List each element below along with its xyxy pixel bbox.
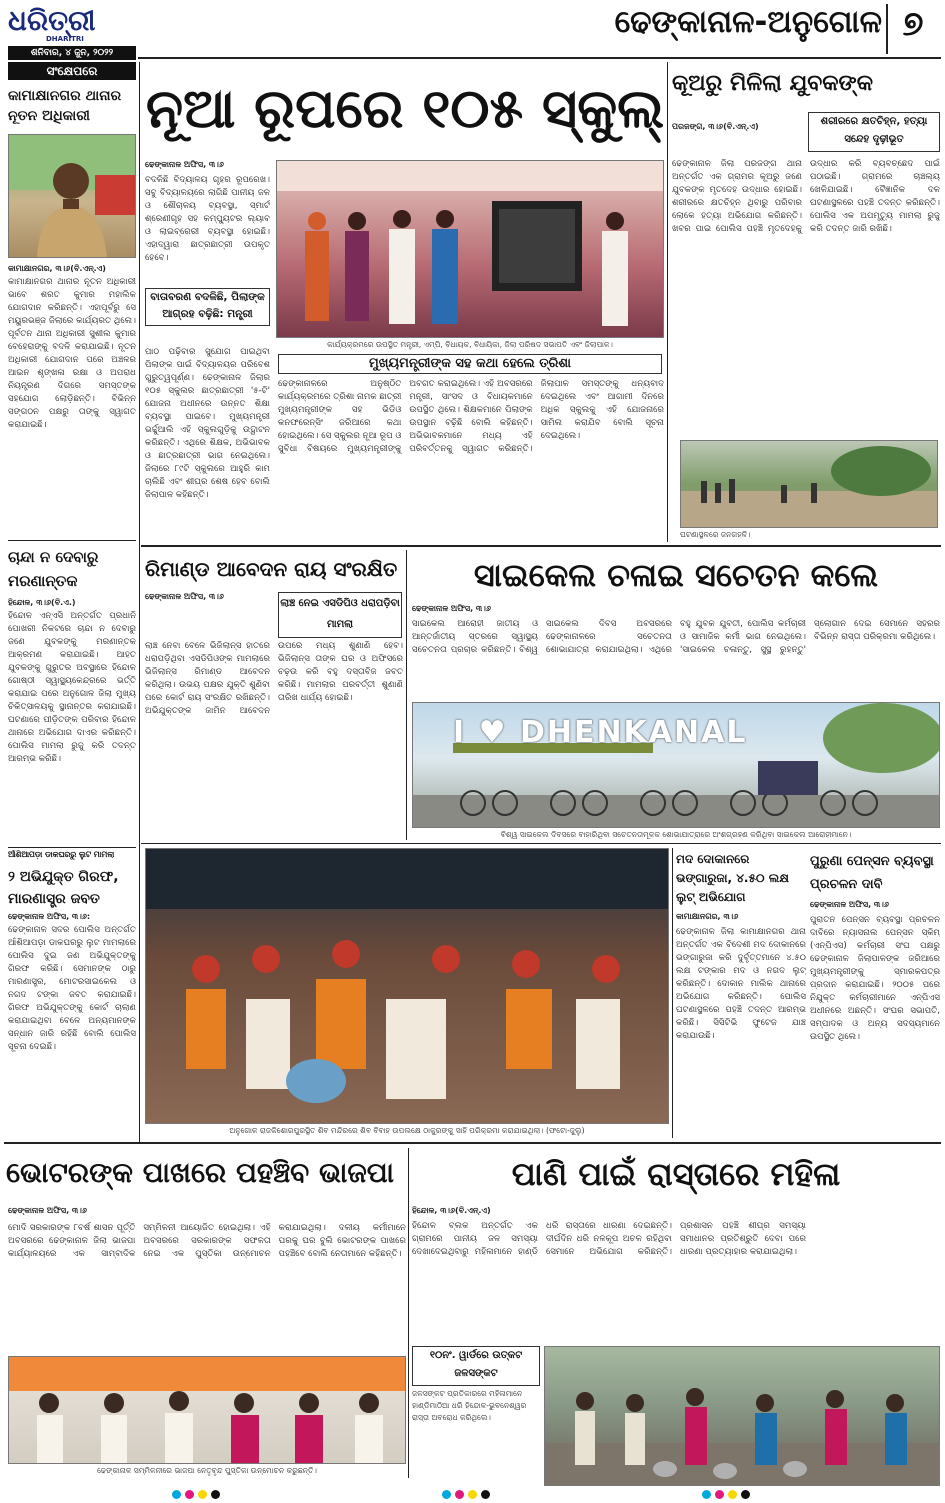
- lead-sub-body: ଢେଙ୍କାନାଳରେ ଅନୁଷ୍ଠିତ କାର୍ଯ୍ୟକ୍ରମରେ ତ୍ରିଶା ନାମକ ଛାତ୍ରୀ ମୁଖ୍ୟମନ୍ତ୍ରୀଙ୍କ ସହ ଭିଡିଓ କନଫରେନ୍ସିଂ ଜରିଆରେ କଥା ହୋଇଥିଲେ। ସେ ସ୍କୁଲର ନୂଆ ରୂପ ଓ ସୁବିଧା ବିଷୟରେ ମୁଖ୍ୟମନ୍ତ୍ରୀଙ୍କୁ ଅବଗତ କରାଇଥିଲେ। ଏହି ଅବସରରେ ମନ୍ତ୍ରୀ, ସାଂସଦ ଓ ବିଧାୟକମାନେ ଉପସ୍ଥିତ ଥିଲେ। ଶିକ୍ଷକମାନେ ପିଲାଙ୍କ ଉପସ୍ଥାନ ବଢ଼ିଛି ବୋଲି କହିଛନ୍ତି। ଅଭିଭାବକମାନେ ମଧ୍ୟ ଏହି ପରିବର୍ତ୍ତନକୁ ସ୍ୱାଗତ କରିଛନ୍ତି। ଜିଲାପାଳ ସମସ୍ତଙ୍କୁ ଧନ୍ୟବାଦ ଦେଇଥିଲେ ଏବଂ ଆଗାମୀ ଦିନରେ ଅଧିକ ସ୍କୁଲକୁ ଏହି ଯୋଜନାରେ ସାମିଲ କରାଯିବ ବୋଲି ସୂଚନା ଦେଇଥିଲେ।: [278, 379, 664, 454]
- logo: ଧରିତ୍ରୀ: [8, 4, 96, 37]
- officer-figure: [9, 135, 136, 258]
- bjp-photo: [8, 1356, 406, 1464]
- liquor-headline: ମଦ ଦୋକାନରେ ଭଙ୍ଗାରୁଜା, ୪.୫୦ ଲକ୍ଷ ଲୁଟ୍ ଅଭିଯୋଗ: [676, 852, 789, 904]
- cycle-dateline: ଢେଙ୍କାନାଳ ଅଫିସ, ୩।୬: [412, 604, 491, 613]
- well-dateline: ପରଜଙ୍ଗ, ୩।୬(ବି.ଏନ୍.ଏ): [672, 122, 759, 131]
- brief-3-kicker: ଆଁଶିଆପଡ଼ା ଡାକଘରରୁ ଲୁଟ ମାମଲା: [8, 850, 115, 859]
- color-registration-marks-2: [440, 1484, 530, 1496]
- briefs-label: ସଂକ୍ଷେପରେ: [8, 62, 136, 80]
- lead-kicker: ବାତାବରଣ ବଦଳିଛି, ପିଲାଙ୍କ ଆଗ୍ରହ ବଢ଼ିଛି: ମନ୍ତ୍ରୀ: [145, 288, 270, 326]
- water-subhead: ୧୦ନଂ. ୱାର୍ଡରେ ଉତ୍କଟ ଜଳସଙ୍କଟ: [412, 1346, 540, 1386]
- remand-dateline: ଢେଙ୍କାନାଳ ଅଫିସ, ୩।୬: [145, 592, 224, 601]
- remand-subhead: ଲାଞ୍ଚ ନେଇ ଏସଡିପିଓ ଧରାପଡ଼ିବା ମାମଲା: [278, 592, 402, 638]
- festival-crowd: [146, 849, 669, 1124]
- page-number: ୭: [902, 4, 924, 44]
- bjp-photo-caption: ଢେଙ୍କାନାଳ ସମ୍ମିଳନୀରେ ଭାଜପା ନେତୃବୃନ୍ଦ ପୁସ୍ତିକା ଉନ୍ମୋଚନ କରୁଛନ୍ତି।: [97, 1466, 317, 1475]
- bjp-dateline: ଢେଙ୍କାନାଳ ଅଫିସ, ୩।୬: [8, 1206, 87, 1215]
- color-registration-marks-3: [700, 1484, 790, 1496]
- brief-2-headline: ଚାନ୍ଦା ନ ଦେବାରୁ ମରଣାନ୍ତକ: [8, 548, 99, 590]
- festival-photo: [145, 848, 669, 1124]
- water-body: ହିନ୍ଦୋଳ ବ୍ଲକ ଅନ୍ତର୍ଗତ ଏକ ଗ୍ରାମରେ ପାନୀୟ ଜଳ ସମସ୍ୟା ଦେଖାଦେଇଥିବାରୁ ମହିଳାମାନେ ହାଣ୍ଡି ଧରି ରାସ୍ତାରେ ଧାରଣା ଦେଇଛନ୍ତି। ଦୀର୍ଘଦିନ ଧରି ନଳକୂପ ଅଚଳ ରହିଥିବା ସେମାନେ ଅଭିଯୋଗ କରିଛନ୍ତି। ପ୍ରଶାସନ ପହଞ୍ଚି ଶୀଘ୍ର ସମସ୍ୟା ସମାଧାନର ପ୍ରତିଶ୍ରୁତି ଦେବା ପରେ ଧାରଣା ପ୍ରତ୍ୟାହାର କରାଯାଇଥିଲା।: [412, 1221, 806, 1257]
- masthead: [0, 0, 945, 60]
- remand-body: ଲାଞ୍ଚ ନେବା ବେଳେ ଭିଜିଲାନ୍ସ ହାତରେ ଧରାପଡ଼ିଥିବା ଏସଡିପିଓଙ୍କ ମାମଲାରେ ଭିଜିଲାନ୍ସ ରିମାଣ୍ଡ ଆବେଦନ କରିଥିଲା। ଉଭୟ ପକ୍ଷର ଯୁକ୍ତି ଶୁଣିବା ପରେ କୋର୍ଟ ରାୟ ସଂରକ୍ଷିତ ରଖିଛନ୍ତି। ଅଭିଯୁକ୍ତଙ୍କ ଜାମିନ ଆବେଦନ ଉପରେ ମଧ୍ୟ ଶୁଣାଣି ହେବ। ଭିଜିଲାନ୍ସ ତାଙ୍କ ଘର ଓ ଅଫିସରେ ଚଢ଼ଉ କରି ବହୁ ଦସ୍ତାବିଜ ଜବତ କରିଛି। ମାମଲାର ପରବର୍ତ୍ତୀ ଶୁଣାଣି ତାରିଖ ଧାର୍ଯ୍ୟ ହୋଇଛି।: [145, 641, 403, 716]
- lead-headline: ନୂଆ ରୂପରେ ୧୦୫ ସ୍କୁଲ୍: [145, 77, 665, 140]
- lead-dateline: ଢେଙ୍କାନାଳ ଅଫିସ, ୩।୬: [145, 160, 224, 169]
- brief-1-body: କାମାକ୍ଷାନଗର ଥାନାର ନୂତନ ଅଧିକାରୀ ଭାବେ ଶରତ କୁମାର ମହାଲିକ ଯୋଗଦାନ କରିଛନ୍ତି। ଏହାପୂର୍ବରୁ ସେ ମୟୁରଭଞ୍ଜ ଜିଲାରେ କାର୍ଯ୍ୟରତ ଥିଲେ। ପୂର୍ବତନ ଥାନା ଅଧିକାରୀ ସୁଶୀଲ କୁମାର ବେହେରାଙ୍କୁ ବଦଳି କରାଯାଇଛି। ନୂତନ ଅଧିକାରୀ ଯୋଗଦାନ ପରେ ଅଞ୍ଚଳର ଆଇନ ଶୃଙ୍ଖଳା ରକ୍ଷା ଓ ଅପରାଧ ନିୟନ୍ତ୍ରଣ ଦିଗରେ ସମସ୍ତଙ୍କ ସହଯୋଗ ଲୋଡ଼ିଛନ୍ତି। ବିଭିନ୍ନ ସଙ୍ଗଠନ ପକ୍ଷରୁ ତାଙ୍କୁ ସ୍ୱାଗତ କରାଯାଇଛି।: [8, 277, 136, 430]
- cycle-headline: ସାଇକେଲ ଚଳାଇ ସଚେତନ କଲେ: [473, 556, 879, 594]
- brief-2-dateline: ହିନ୍ଦୋଳ, ୩।୬(ବି.ଏ.): [8, 598, 76, 607]
- pension-body: ପୁରାତନ ପେନ୍ସନ ବ୍ୟବସ୍ଥା ପ୍ରଚଳନ ଦାବିରେ ନ୍ୟାସନାଲ ପେନ୍ସନ ସ୍କିମ୍ (ଏନ୍ପିଏସ) କର୍ମଚାରୀ ସଂଘ ପକ୍ଷରୁ ଢେଙ୍କାନାଳ ଜିଲାପାଳଙ୍କ ଜରିଆରେ ମୁଖ୍ୟମନ୍ତ୍ରୀଙ୍କୁ ସ୍ମାରକପତ୍ର ପ୍ରଦାନ କରାଯାଇଛି। ୨୦୦୫ ପରେ ନିଯୁକ୍ତ କର୍ମଚାରୀମାନେ ଏନ୍ପିଏସ ଅଧୀନରେ ଅଛନ୍ତି। ସଂଘର ସଭାପତି, ସମ୍ପାଦକ ଓ ଅନ୍ୟ ସଦସ୍ୟମାନେ ଉପସ୍ଥିତ ଥିଲେ।: [810, 915, 940, 1042]
- lead-photo: [276, 160, 664, 338]
- lead-body: ପାଠ ପଢ଼ିବାର ସୁଯୋଗ ପାଇଥିବା ପିଲାଙ୍କ ପାଇଁ ବିଦ୍ୟାଳୟର ପରିବେଶ ଗୁରୁତ୍ୱପୂର୍ଣ୍ଣ। ଢେଙ୍କାନାଳ ଜିଲାର ୧୦୫ ସ୍କୁଲର ଛାତ୍ରଛାତ୍ରୀ '୫-ଟି' ଯୋଜନା ଅଧୀନରେ ଉନ୍ନତ ଶିକ୍ଷା ବ୍ୟବସ୍ଥା ପାଇବେ। ମୁଖ୍ୟମନ୍ତ୍ରୀ ଭର୍ଚ୍ଚୁଆଲି ଏହି ସ୍କୁଲଗୁଡ଼ିକୁ ଉଦ୍ଘାଟନ କରିଛନ୍ତି। ଏଥିରେ ଶିକ୍ଷକ, ଅଭିଭାବକ ଓ ଛାତ୍ରଛାତ୍ରୀ ଭାଗ ନେଇଥିଲେ। ଜିଲାରେ ୮୯ଟି ସ୍କୁଲରେ ଆହୁରି କାମ ଚାଲିଛି ଏବଂ ଶୀଘ୍ର ଶେଷ ହେବ ବୋଲି ଜିଲାପାଳ କହିଛନ୍ତି।: [145, 347, 270, 500]
- bjp-headline: ଭୋଟରଙ୍କ ପାଖରେ ପହଞ୍ଚିବ ଭାଜପା: [6, 1156, 395, 1189]
- festival-photo-caption: ଅନୁଗୋଳ ରାଜକିଶୋରପୁରସ୍ଥିତ ଶିବ ମନ୍ଦିରରେ ଶିବ ବିବାହ ଉପଲକ୍ଷେ ଠାକୁରଙ୍କୁ ସାହି ପରିକ୍ରମା କରାଯାଇଥିଲା। (ଫଟୋ-ଜୁଲୁ): [229, 1126, 585, 1135]
- brief-3-dateline: ଢେଙ୍କାନାଳ ଅଫିସ, ୩।୬:: [8, 912, 91, 921]
- brief-3-headline: ୨ ଅଭିଯୁକ୍ତ ଗିରଫ, ମାରଣାସ୍ତ୍ର ଜବତ: [8, 869, 119, 907]
- water-dateline: ହିନ୍ଦୋଳ, ୩।୬(ବି.ଏନ୍.ଏ): [412, 1206, 491, 1215]
- well-crowd: [681, 441, 938, 528]
- pension-headline: ପୁରୁଣା ପେନ୍ସନ ବ୍ୟବସ୍ଥା ପ୍ରଚଳନ ଦାବି: [810, 854, 934, 892]
- cycle-photo: [412, 702, 940, 828]
- well-photo-caption: ଘଟଣାସ୍ଥଳରେ ଜନଗହଳି।: [680, 530, 751, 539]
- well-kicker: ଶରୀରରେ କ୍ଷତଚିହ୍ନ, ହତ୍ୟା ସନ୍ଦେହ ଦୃଢ଼ୀଭୂତ: [808, 112, 940, 152]
- brief-1-dateline: କାମାକ୍ଷାନଗର, ୩।୬(ବି.ଏନ୍.ଏ): [8, 264, 106, 273]
- liquor-dateline: କାମାକ୍ଷାନଗର, ୩।୬: [676, 912, 739, 921]
- well-body: ଢେଙ୍କାନାଳ ଜିଲା ପରଜଙ୍ଗ ଥାନା ଅନ୍ତର୍ଗତ ଏକ ଗ୍ରାମର କୂଅରୁ ଜଣେ ଯୁବକଙ୍କ ମୃତଦେହ ଉଦ୍ଧାର ହୋଇଛି। ଶରୀରରେ କ୍ଷତଚିହ୍ନ ଥିବାରୁ ପରିବାର ଲୋକେ ହତ୍ୟା ଅଭିଯୋଗ କରିଛନ୍ତି। ଖବର ପାଇ ପୋଲିସ ପହଞ୍ଚି ମୃତଦେହକୁ ଉଦ୍ଧାର କରି ବ୍ୟବଚ୍ଛେଦ ପାଇଁ ପଠାଇଛି। ଗ୍ରାମରେ ଚାଞ୍ଚଲ୍ୟ ଖେଳିଯାଇଛି। ବୈଜ୍ଞାନିକ ଦଳ ଘଟଣାସ୍ଥଳରେ ପହଞ୍ଚି ତଦନ୍ତ କରିଛନ୍ତି। ପୋଲିସ ଏକ ଅପମୃତ୍ୟୁ ମାମଲା ରୁଜୁ କରି ତଦନ୍ତ ଜାରି ରଖିଛି।: [672, 159, 940, 234]
- lead-subhead: ମୁଖ୍ୟମନ୍ତ୍ରୀଙ୍କ ସହ କଥା ହେଲେ ତ୍ରିଶା: [278, 354, 662, 374]
- section-title: ଢେଙ୍କାନାଳ-ଅନୁଗୋଳ: [614, 6, 882, 40]
- pension-dateline: ଢେଙ୍କାନାଳ ଅଫିସ, ୩।୬: [810, 900, 889, 909]
- bjp-body: ମୋଦି ସରକାରଙ୍କ ୮ବର୍ଷ ଶାସନ ପୂର୍ତ୍ତି ଅବସରରେ ଢେଙ୍କାନାଳ ଜିଲା ଭାଜପା କାର୍ଯ୍ୟାଳୟରେ ଏକ ସାମ୍ବାଦିକ ସମ୍ମିଳନୀ ଆୟୋଜିତ ହୋଇଥିଲା। ଏହି ଅବସରରେ ସରକାରଙ୍କ ସଫଳତା ନେଇ ଏକ ପୁସ୍ତିକା ଉନ୍ମୋଚନ କରାଯାଇଥିଲା। ଦଳୀୟ କର୍ମୀମାନେ ଘରକୁ ଘର ବୁଲି ଭୋଟରଙ୍କ ପାଖରେ ପହଞ୍ଚିବେ ବୋଲି ନେତାମାନେ କହିଛନ୍ତି।: [8, 1223, 406, 1259]
- dhenkanal-sign: I ♥ DHENKANAL: [453, 715, 748, 750]
- water-headline: ପାଣି ପାଇଁ ରାସ୍ତାରେ ମହିଳା: [511, 1155, 841, 1193]
- water-photo-caption: ଜଳସଙ୍କଟ ପ୍ରତିକାରରେ ମହିଳାମାନେ ହାଣ୍ଡିମାଠିଆ ଧରି ହିନ୍ଦୋଳ-ଭୁବନେଶ୍ୱର ରାସ୍ତା ଅବରୋଧ କରିଥିଲେ।: [412, 1389, 527, 1422]
- cycle-body: ସାଇକେଲ ଆରୋହୀ ଜାତୀୟ ଓ ଆନ୍ତର୍ଜାତୀୟ ସ୍ତରରେ ସ୍ୱାସ୍ଥ୍ୟ ସଚେତନତା ପ୍ରଚାର କରିଛନ୍ତି। ବିଶ୍ୱ ସାଇକେଲ ଦିବସ ଅବସରରେ ଢେଙ୍କାନାଳରେ ସଚେତନତା ଶୋଭାଯାତ୍ରା କରାଯାଇଥିଲା। ଏଥିରେ ବହୁ ଯୁବକ ଯୁବତୀ, ପୋଲିସ କର୍ମଚାରୀ ଓ ସାମାଜିକ କର୍ମୀ ଭାଗ ନେଇଥିଲେ। 'ସାଇକେଲ ଚଳାନ୍ତୁ, ସୁସ୍ଥ ରୁହନ୍ତୁ' ସ୍ଲୋଗାନ ଦେଇ ସେମାନେ ସହରର ବିଭିନ୍ନ ରାସ୍ତା ପରିକ୍ରମା କରିଥିଲେ।: [412, 619, 940, 655]
- lead-stage-figures: [277, 161, 664, 338]
- issue-date: ଶନିବାର, ୪ ଜୁନ, ୨୦୨୨: [8, 46, 136, 60]
- water-photo: [544, 1346, 940, 1486]
- lead-photo-caption: କାର୍ଯ୍ୟକ୍ରମରେ ଉପସ୍ଥିତ ମନ୍ତ୍ରୀ, ଏମ୍ପି, ବିଧାୟକ, ବିଧାୟିକା, ଜିଲା ପରିଷଦ ସଭାପତି ଏବଂ ଜିଲାପାଳ।: [327, 340, 613, 349]
- well-headline: କୂଅରୁ ମିଳିଲା ଯୁବକଙ୍କ: [672, 71, 873, 96]
- brief-2-body: ହିନ୍ଦୋଳ ଏନ୍ଏସି ଅନ୍ତର୍ଗତ ପ୍ରଧାନି ପୋଖରୀ ନିକଟରେ ଚାନ୍ଦା ନ ଦେବାରୁ ଜଣେ ଯୁବକଙ୍କୁ ମରଣାନ୍ତକ ଆକ୍ରମଣ କରାଯାଇଛି। ଆହତ ଯୁବକଙ୍କୁ ଗୁରୁତର ଅବସ୍ଥାରେ ହିନ୍ଦୋଳ ଗୋଷ୍ଠୀ ସ୍ୱାସ୍ଥ୍ୟକେନ୍ଦ୍ରରେ ଭର୍ତ୍ତି କରାଯାଇ ପରେ ଅନୁଗୋଳ ଜିଲା ମୁଖ୍ୟ ଚିକିତ୍ସାଳୟକୁ ସ୍ଥାନାନ୍ତର କରାଯାଇଛି। ଘଟଣାରେ ପୀଡ଼ିତଙ୍କ ପରିବାର ହିନ୍ଦୋଳ ଥାନାରେ ଅଭିଯୋଗ ଦାଏର କରିଛନ୍ତି। ପୋଲିସ ମାମଲା ରୁଜୁ କରି ତଦନ୍ତ ଆରମ୍ଭ କରିଛି।: [8, 611, 136, 764]
- liquor-body: ଢେଙ୍କାନାଳ ଜିଲା କାମାକ୍ଷାନଗର ଥାନା ଅନ୍ତର୍ଗତ ଏକ ବିଦେଶୀ ମଦ ଦୋକାନରେ ଭଙ୍ଗାରୁଜା କରି ଦୁର୍ବୃତ୍ତମାନେ ୪.୫୦ ଲକ୍ଷ ଟଙ୍କାର ମଦ ଓ ନଗଦ ଲୁଟ୍ କରିଛନ୍ତି। ଦୋକାନ ମାଲିକ ଥାନାରେ ଅଭିଯୋଗ କରିଛନ୍ତି। ପୋଲିସ ଘଟଣାସ୍ଥଳରେ ପହଞ୍ଚି ତଦନ୍ତ ଆରମ୍ଭ କରିଛି। ସିସିଟିଭି ଫୁଟେଜ ଯାଞ୍ଚ କରାଯାଉଛି।: [676, 927, 806, 1041]
- color-registration-marks: [170, 1484, 260, 1496]
- bjp-leaders: [9, 1357, 406, 1464]
- brief-1-headline: କାମାକ୍ଷାନଗର ଥାନାର ନୂତନ ଅଧିକାରୀ: [8, 88, 122, 124]
- lead-intro: ବଦଳିଛି ବିଦ୍ୟାଳୟ ଗୃହର ରୂପରେଖ। ସବୁ ବିଦ୍ୟାଳୟରେ ଲାଗିଛି ପାନୀୟ ଜଳ ଓ ଶୌଚାଳୟ ବ୍ୟବସ୍ଥା, ସ୍ମାର୍ଟ ଶ୍ରେଣୀଗୃହ ସହ କମ୍ପ୍ୟୁଟର ଲ୍ୟାବ ଓ ଲାଇବ୍ରେରୀ ବ୍ୟବସ୍ଥା ହୋଇଛି। ଏହାଦ୍ୱାରା ଛାତ୍ରଛାତ୍ରୀ ଉପକୃତ ହେବେ।: [145, 175, 270, 263]
- water-protest: [545, 1347, 940, 1486]
- well-photo: [680, 440, 938, 528]
- logo-sub: DHARITRI: [46, 35, 84, 43]
- officer-photo: [8, 134, 136, 258]
- cycle-photo-caption: ବିଶ୍ୱ ସାଇକେଲ ଦିବସରେ ବାହାରିଥିବା ସଚେତନତାମୂଳକ ଶୋଭାଯାତ୍ରାରେ ଅଂଶଗ୍ରହଣ କରିଥିବା ସାଇକେଲ ଆରୋହୀମାନେ।: [500, 830, 852, 839]
- brief-3-body: ଢେଙ୍କାନାଳ ସଦର ପୋଲିସ ଅନ୍ତର୍ଗତ ଆଁଶିଆପଡ଼ା ଡାକଘରରୁ ଲୁଟ ମାମଲାରେ ପୋଲିସ ଦୁଇ ଜଣ ଅଭିଯୁକ୍ତଙ୍କୁ ଗିରଫ କରିଛି। ସେମାନଙ୍କ ଠାରୁ ମାରଣାସ୍ତ୍ର, ମୋଟରସାଇକେଲ ଓ ନଗଦ ଟଙ୍କା ଜବତ କରାଯାଇଛି। ଗିରଫ ଅଭିଯୁକ୍ତଙ୍କୁ କୋର୍ଟ ଚାଲାଣ କରାଯାଇଥିବା ବେଳେ ଅନ୍ୟମାନଙ୍କ ସନ୍ଧାନ ଜାରି ରହିଛି ବୋଲି ପୋଲିସ ସୂଚନା ଦେଇଛି।: [8, 925, 136, 1052]
- remand-headline: ରିମାଣ୍ଡ ଆବେଦନ ରାୟ ସଂରକ୍ଷିତ: [145, 557, 398, 581]
